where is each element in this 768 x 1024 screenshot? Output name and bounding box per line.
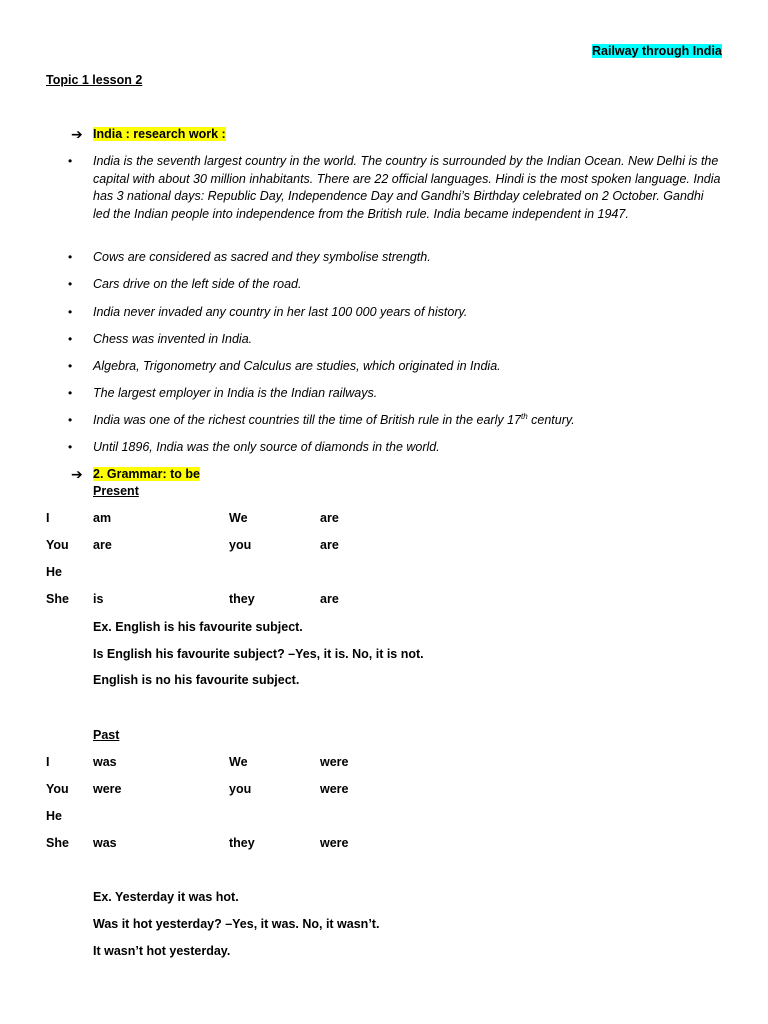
table-cell: We (229, 755, 248, 769)
list-item: Cows are considered as sacred and they symbolise strength. (93, 250, 431, 264)
list-item: Until 1896, India was the only source of diamonds in the world. (93, 440, 440, 454)
example-sentence: Ex. English is his favourite subject. (93, 620, 303, 634)
bullet-icon: • (68, 305, 73, 319)
list-item-text: India was one of the richest countries till the time of British rule in the early 17 (93, 413, 521, 427)
table-cell: are (320, 511, 339, 525)
table-cell: was (93, 755, 117, 769)
section-heading-research: India : research work : (93, 127, 226, 141)
table-cell: you (229, 782, 252, 796)
table-cell: am (93, 511, 112, 525)
table-cell: you (229, 538, 252, 552)
table-cell: is (93, 592, 104, 606)
table-cell: You (46, 538, 69, 552)
table-cell: She (46, 836, 69, 850)
topic-title: Topic 1 lesson 2 (46, 73, 143, 87)
example-sentence: Is English his favourite subject? –Yes, it is. No, it is not. (93, 647, 424, 661)
table-cell: He (46, 809, 62, 823)
bullet-icon: • (68, 277, 73, 291)
table-cell: were (320, 782, 349, 796)
table-cell: they (229, 836, 255, 850)
example-sentence: Was it hot yesterday? –Yes, it was. No, it wasn’t. (93, 917, 380, 931)
table-cell: are (320, 538, 339, 552)
superscript: th (521, 411, 528, 421)
present-label: Present (93, 484, 139, 498)
table-cell: He (46, 565, 62, 579)
list-item: Algebra, Trigonometry and Calculus are studies, which originated in India. (93, 359, 501, 373)
table-cell: were (320, 836, 349, 850)
table-cell: I (46, 755, 50, 769)
example-sentence: Ex. Yesterday it was hot. (93, 890, 239, 904)
list-item: Cars drive on the left side of the road. (93, 277, 302, 291)
table-cell: were (320, 755, 349, 769)
past-label: Past (93, 728, 120, 742)
bullet-icon: • (68, 386, 73, 400)
example-sentence: English is no his favourite subject. (93, 673, 300, 687)
table-cell: were (93, 782, 122, 796)
example-sentence: It wasn’t hot yesterday. (93, 944, 231, 958)
list-item: The largest employer in India is the Indian railways. (93, 386, 378, 400)
bullet-icon: • (68, 332, 73, 346)
section-heading-grammar: 2. Grammar: to be (93, 467, 200, 481)
list-item-tail: century. (527, 413, 575, 427)
bullet-icon: • (68, 250, 73, 264)
table-cell: You (46, 782, 69, 796)
document-header-title: Railway through India (592, 44, 722, 58)
list-item: Chess was invented in India. (93, 332, 253, 346)
arrow-right-icon: ➔ (71, 126, 83, 142)
table-cell: are (320, 592, 339, 606)
list-item: India never invaded any country in her last 100 000 years of history. (93, 305, 468, 319)
bullet-icon: • (68, 440, 73, 454)
bullet-icon: • (68, 413, 73, 427)
bullet-icon: • (68, 359, 73, 373)
arrow-right-icon: ➔ (71, 466, 83, 482)
table-cell: are (93, 538, 112, 552)
table-cell: I (46, 511, 50, 525)
table-cell: they (229, 592, 255, 606)
list-item (93, 412, 723, 430)
table-cell: She (46, 592, 69, 606)
table-cell: was (93, 836, 117, 850)
table-cell: We (229, 511, 248, 525)
list-item: India is the seventh largest country in the world. The country is surrounded by the Indian Ocean. New Delhi is the capital with about 30 million inhabitants. There are 22 official languages. Hindi is the most spoken language. India has 3 national days: Republic Day, Independence Day and Gandhi’s Birthday celebrated on 2 October. Gandhi led the Indian people into independence from the British rule. India became independent in 1947. (93, 154, 721, 221)
bullet-icon: • (68, 154, 73, 168)
